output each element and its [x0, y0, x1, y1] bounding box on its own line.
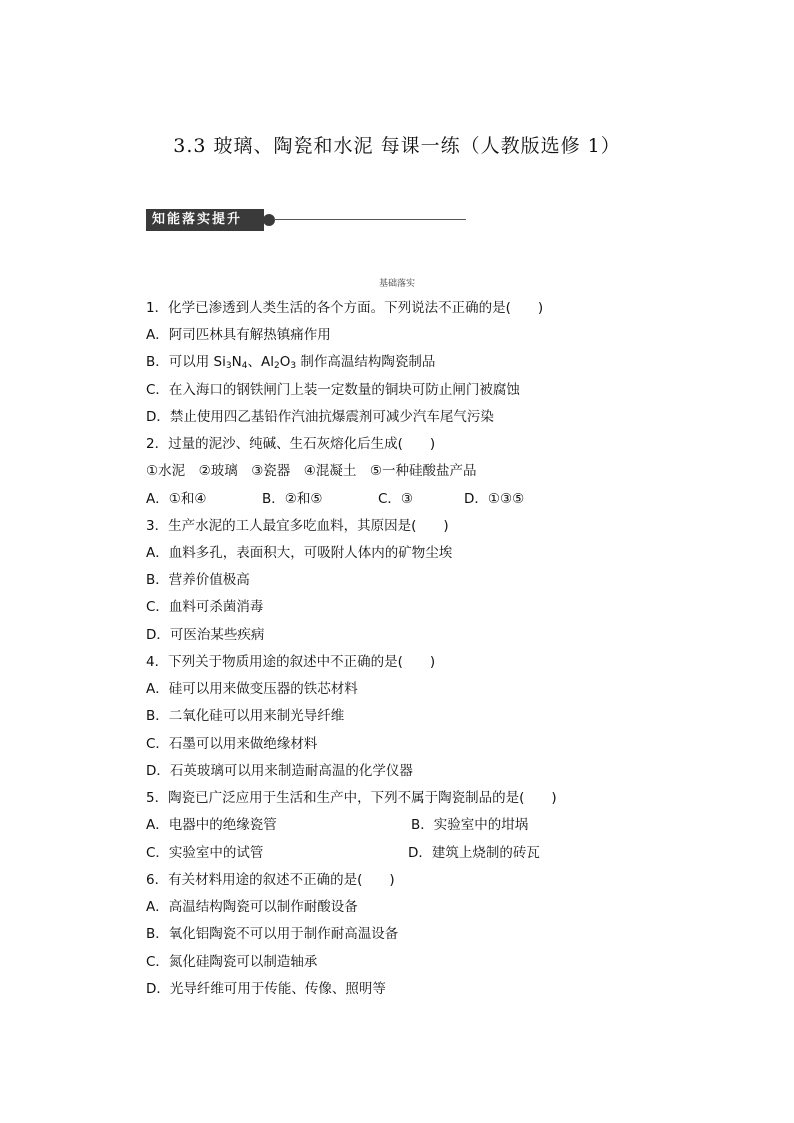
q2-option-c: C．③: [378, 491, 414, 507]
q2-items: ①水泥 ②玻璃 ③瓷器 ④混凝土 ⑤一种硅酸盐产品: [146, 463, 477, 479]
q5-option-d: D．建筑上烧制的砖瓦: [408, 845, 540, 861]
q4-stem: 4．下列关于物质用途的叙述中不正确的是( ): [146, 654, 436, 670]
q4-option-b: B．二氧化硅可以用来制光导纤维: [146, 708, 345, 724]
q1-stem: 1．化学已渗透到人类生活的各个方面。下列说法不正确的是( ): [146, 300, 544, 316]
banner-rule: [274, 219, 466, 220]
banner-label: 知能落实提升: [146, 209, 264, 231]
q2-stem: 2．过量的泥沙、纯碱、生石灰熔化后生成( ): [146, 436, 436, 452]
q3-option-d: D．可医治某些疾病: [146, 627, 265, 643]
q5-option-a: A．电器中的绝缘瓷管: [146, 817, 277, 833]
q1-option-d: D．禁止使用四乙基铅作汽油抗爆震剂可减少汽车尾气污染: [146, 409, 494, 425]
q4-option-d: D．石英玻璃可以用来制造耐高温的化学仪器: [146, 763, 413, 779]
bullet-dot-icon: [263, 214, 275, 226]
q5-stem: 5．陶瓷已广泛应用于生活和生产中，下列不属于陶瓷制品的是( ): [146, 790, 557, 806]
q3-option-b: B．营养价值极高: [146, 572, 250, 588]
q2-option-d: D．①③⑤: [464, 491, 525, 507]
q5-option-c: C．实验室中的试管: [146, 845, 264, 861]
q3-stem: 3．生产水泥的工人最宜多吃血料，其原因是( ): [146, 518, 449, 534]
q2-option-a: A．①和④: [146, 491, 207, 507]
q6-option-a: A．高温结构陶瓷可以制作耐酸设备: [146, 899, 358, 915]
q6-option-b: B．氧化铝陶瓷不可以用于制作耐高温设备: [146, 926, 399, 942]
q4-option-c: C．石墨可以用来做绝缘材料: [146, 736, 318, 752]
q6-stem: 6．有关材料用途的叙述不正确的是( ): [146, 872, 395, 888]
q6-option-d: D．光导纤维可用于传能、传像、照明等: [146, 981, 386, 997]
section-label: 基础落实: [378, 279, 415, 289]
q1-option-c: C．在入海口的钢铁闸门上装一定数量的铜块可防止闸门被腐蚀: [146, 382, 520, 398]
q3-option-a: A．血料多孔，表面积大，可吸附人体内的矿物尘埃: [146, 545, 453, 561]
q6-option-c: C．氮化硅陶瓷可以制造轴承: [146, 954, 318, 970]
q1-option-b: B．可以用 $Si_3N_4$、$Al_2O_3$ 制作高温结构陶瓷制品: [146, 354, 436, 371]
q5-option-b: B．实验室中的坩埚: [411, 817, 529, 833]
q5-options-cd: [146, 844, 540, 862]
q1-option-a: A．阿司匹林具有解热镇痛作用: [146, 327, 331, 343]
q3-option-c: C．血料可杀菌消毒: [146, 599, 264, 615]
q5-options-ab: [146, 816, 528, 834]
page-title: 3.3 玻璃、陶瓷和水泥 每课一练（人教版选修 1）: [173, 135, 621, 157]
q4-option-a: A．硅可以用来做变压器的铁芯材料: [146, 681, 358, 697]
q2-option-b: B．②和⑤: [262, 491, 323, 507]
q2-options: [146, 490, 524, 508]
